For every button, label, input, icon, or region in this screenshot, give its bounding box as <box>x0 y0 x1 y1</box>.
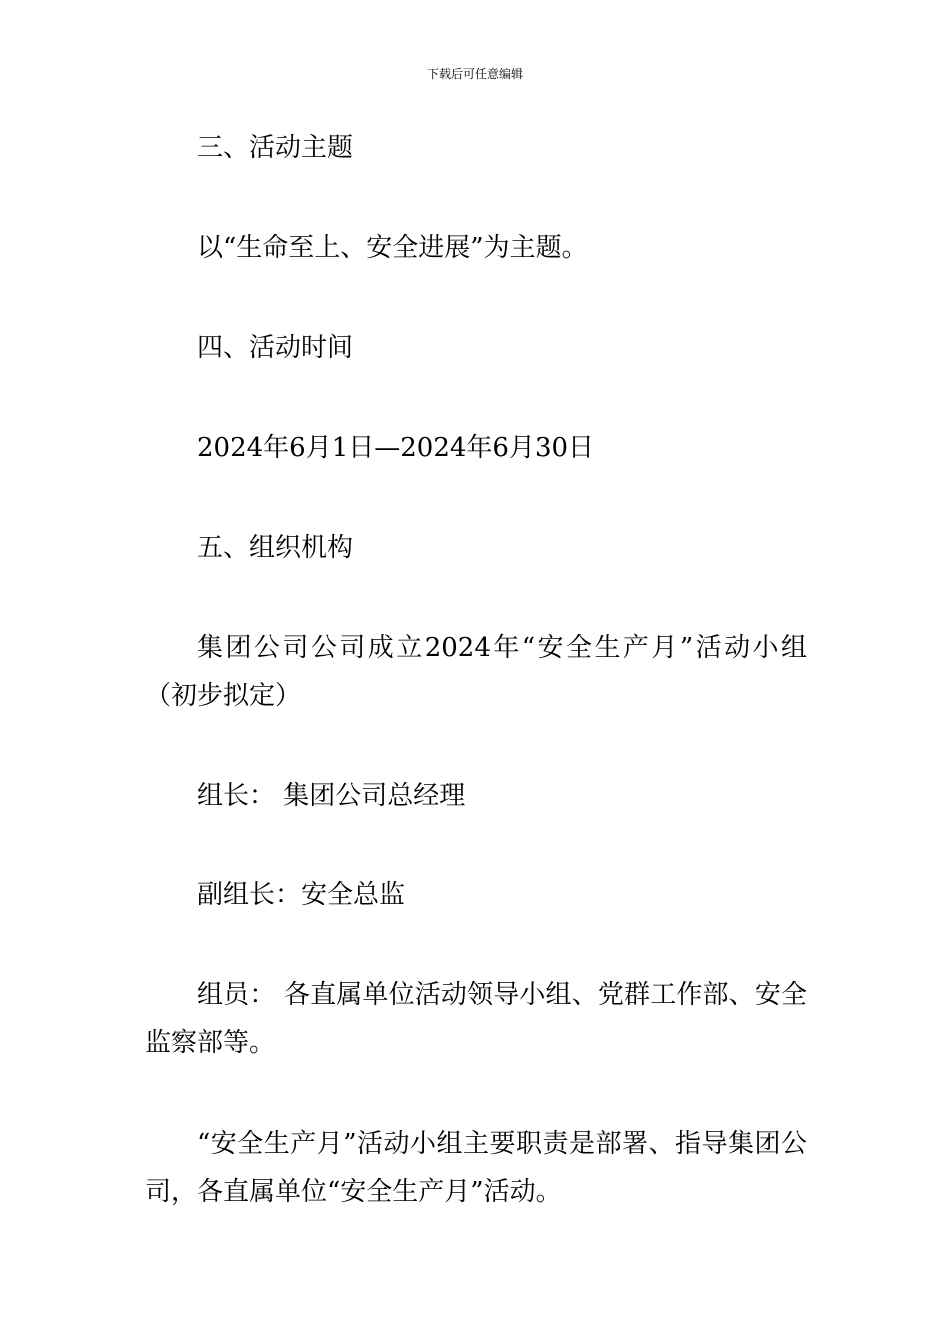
time-text: 2024年6月1日—2024年6月30日 <box>197 433 595 463</box>
section-heading-org: 五、组织机构 <box>197 533 354 563</box>
page-header: 下载后可任意编辑 <box>426 67 523 81</box>
theme-text: 以“生命至上、安全进展”为主题。 <box>197 233 588 263</box>
section-heading-theme: 三、活动主题 <box>197 133 354 163</box>
section-heading-time: 四、活动时间 <box>197 333 354 363</box>
group-leader-text: 组长： 集团公司总经理 <box>197 781 466 811</box>
group-members-text: 组员： 各直属单位活动领导小组、党群工作部、安全监察部等。 <box>145 980 807 1058</box>
deputy-leader-text: 副组长：安全总监 <box>197 880 406 910</box>
group-duties-text: “安全生产月”活动小组主要职责是部署、指导集团公司，各直属单位“安全生产月”活动。 <box>145 1129 807 1207</box>
org-intro-text: 集团公司公司成立2024年“安全生产月”活动小组（初步拟定） <box>145 633 807 711</box>
